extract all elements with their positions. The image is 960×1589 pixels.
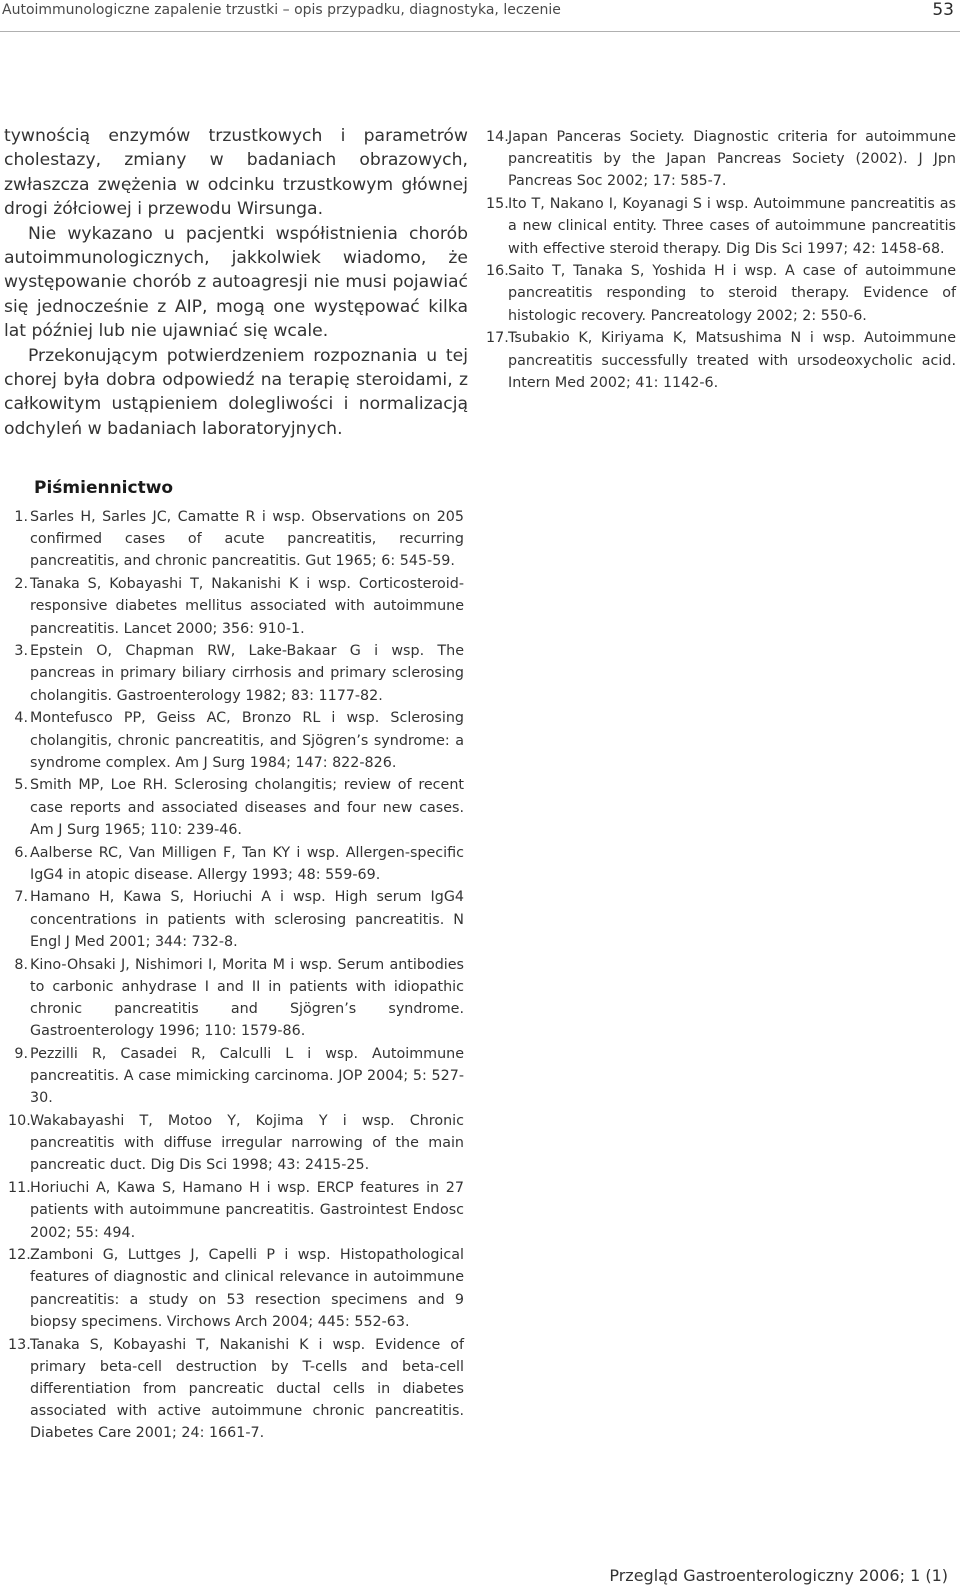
body-column-left xyxy=(4,124,468,441)
reference-text: Tsubakio K, Kiriyama K, Matsushima N i wsp. Autoimmune pancreatitis successfully treated with ursodeoxycholic acid. Intern Med 2002; 41: 1142-6. xyxy=(508,330,956,391)
reference-item xyxy=(8,1334,464,1445)
running-title: Autoimmunologiczne zapalenie trzustki – opis przypadku, diagnostyka, leczenie xyxy=(2,2,561,18)
reference-item xyxy=(486,260,956,327)
reference-text: Epstein O, Chapman RW, Lake-Bakaar G i wsp. The pancreas in primary biliary cirrhosis and primary sclerosing cholangitis. Gastroenterology 1982; 83: 1177-82. xyxy=(30,643,464,704)
reference-text: Zamboni G, Luttges J, Capelli P i wsp. Histopathological features of diagnostic and clinical relevance in autoimmune pancreatitis: a study on 53 resection specimens and 9 biopsy specimens. Virchows Arch 2004; 445: 552-63. xyxy=(30,1247,464,1330)
reference-text: Tanaka S, Kobayashi T, Nakanishi K i wsp. Evidence of primary beta-cell destruction by T-cells and beta-cell differentiation from pancreatic ductal cells in diabetes associated with active autoimmune chronic pancreatitis. Diabetes Care 2001; 24: 1661-7. xyxy=(30,1336,464,1442)
reference-number: 9. xyxy=(14,1045,28,1062)
reference-number: 5. xyxy=(14,777,28,794)
reference-item xyxy=(8,573,464,640)
reference-text: Smith MP, Loe RH. Sclerosing cholangitis; review of recent case reports and associated diseases and four new cases. Am J Surg 1965; 110: 239-46. xyxy=(30,777,464,838)
reference-number: 7. xyxy=(14,889,28,906)
reference-item xyxy=(8,842,464,886)
reference-number: 11. xyxy=(8,1180,31,1197)
reference-item xyxy=(8,506,464,573)
reference-number: 6. xyxy=(14,844,28,861)
reference-item xyxy=(8,1043,464,1110)
body-paragraph: Przekonującym potwierdzeniem rozpoznania u tej chorej była dobra odpowiedź na terapię steroidami, z całkowitym ustąpieniem dolegliwości i normalizacją odchyleń w badaniach laboratoryjnych. xyxy=(4,345,468,439)
reference-item xyxy=(8,954,464,1043)
reference-number: 8. xyxy=(14,956,28,973)
references-list-right xyxy=(486,126,956,394)
reference-text: Horiuchi A, Kawa S, Hamano H i wsp. ERCP features in 27 patients with autoimmune pancreatitis. Gastrointest Endosc 2002; 55: 494. xyxy=(30,1180,464,1241)
reference-number: 13. xyxy=(8,1336,31,1353)
body-paragraph: Nie wykazano u pacjentki współistnienia chorób autoimmunologicznych, jakkolwiek wiadomo, że występowanie chorób z autoagresji nie musi pojawiać się jednocześnie z AIP, mogą one występować kilka lat później lub nie ujawniać się wcale. xyxy=(4,223,468,342)
references-list-left xyxy=(8,506,464,1445)
reference-text: Kino-Ohsaki J, Nishimori I, Morita M i wsp. Serum antibodies to carbonic anhydrase I and II in patients with idiopathic chronic pancreatitis and Sjögren’s syndrome. Gastroenterology 1996; 110: 1579-86. xyxy=(30,956,464,1040)
footer-journal-citation: Przegląd Gastroenterologiczny 2006; 1 (1) xyxy=(609,1566,948,1585)
reference-number: 16. xyxy=(486,263,509,280)
header-rule xyxy=(0,31,960,32)
reference-text: Pezzilli R, Casadei R, Calculli L i wsp. Autoimmune pancreatitis. A case mimicking carcinoma. JOP 2004; 5: 527-30. xyxy=(30,1045,464,1107)
references-heading: Piśmiennictwo xyxy=(34,478,174,498)
reference-number: 10. xyxy=(8,1112,31,1129)
reference-item xyxy=(8,1177,464,1244)
reference-number: 12. xyxy=(8,1247,31,1264)
reference-text: Ito T, Nakano I, Koyanagi S i wsp. Autoimmune pancreatitis as a new clinical entity. Three cases of autoimmune pancreatitis with effective steroid therapy. Dig Dis Sci 1997; 42: 1458-68. xyxy=(508,196,956,257)
reference-text: Montefusco PP, Geiss AC, Bronzo RL i wsp. Sclerosing cholangitis, chronic pancreatitis, and Sjögren’s syndrome: a syndrome complex. Am J Surg 1984; 147: 822-826. xyxy=(30,710,464,771)
reference-number: 1. xyxy=(14,509,28,525)
reference-text: Wakabayashi T, Motoo Y, Kojima Y i wsp. Chronic pancreatitis with diffuse irregular narrowing of the main pancreatic duct. Dig Dis Sci 1998; 43: 2415-25. xyxy=(30,1112,464,1174)
reference-item xyxy=(486,126,956,193)
reference-item xyxy=(8,640,464,707)
page-number: 53 xyxy=(932,0,954,20)
reference-text: Aalberse RC, Van Milligen F, Tan KY i wsp. Allergen-specific IgG4 in atopic disease. Allergy 1993; 48: 559-69. xyxy=(30,844,464,883)
reference-number: 14. xyxy=(486,129,509,145)
reference-item xyxy=(8,707,464,774)
reference-item xyxy=(486,193,956,260)
reference-number: 2. xyxy=(14,576,28,593)
reference-text: Hamano H, Kawa S, Horiuchi A i wsp. High serum IgG4 concentrations in patients with sclerosing pancreatitis. N Engl J Med 2001; 344: 732-8. xyxy=(30,889,464,950)
reference-number: 17. xyxy=(486,330,509,347)
page-header xyxy=(0,0,960,33)
body-paragraph: tywnością enzymów trzustkowych i parametrów cholestazy, zmiany w badaniach obrazowych, zwłaszcza zwężenia w odcinku trzustkowym głównej drogi żółciowej i przewodu Wirsunga. xyxy=(4,126,468,220)
reference-number: 3. xyxy=(14,643,28,660)
reference-text: Saito T, Tanaka S, Yoshida H i wsp. A case of autoimmune pancreatitis responding to steroid therapy. Evidence of histologic recovery. Pancreatology 2002; 2: 550-6. xyxy=(508,263,956,324)
reference-item xyxy=(8,1244,464,1333)
reference-number: 15. xyxy=(486,196,509,213)
reference-text: Sarles H, Sarles JC, Camatte R i wsp. Observations on 205 confirmed cases of acute pancreatitis, recurring pancreatitis, and chronic pancreatitis. Gut 1965; 6: 545-59. xyxy=(30,509,464,570)
reference-item xyxy=(8,1110,464,1177)
reference-text: Japan Panceras Society. Diagnostic criteria for autoimmune pancreatitis by the Japan Pancreas Society (2002). J Jpn Pancreas Soc 2002; 17: 585-7. xyxy=(508,129,956,190)
reference-item xyxy=(8,774,464,841)
reference-number: 4. xyxy=(14,710,28,727)
reference-item xyxy=(486,327,956,394)
reference-item xyxy=(8,886,464,953)
reference-text: Tanaka S, Kobayashi T, Nakanishi K i wsp. Corticosteroid-responsive diabetes mellitus associated with autoimmune pancreatitis. Lancet 2000; 356: 910-1. xyxy=(30,576,464,637)
